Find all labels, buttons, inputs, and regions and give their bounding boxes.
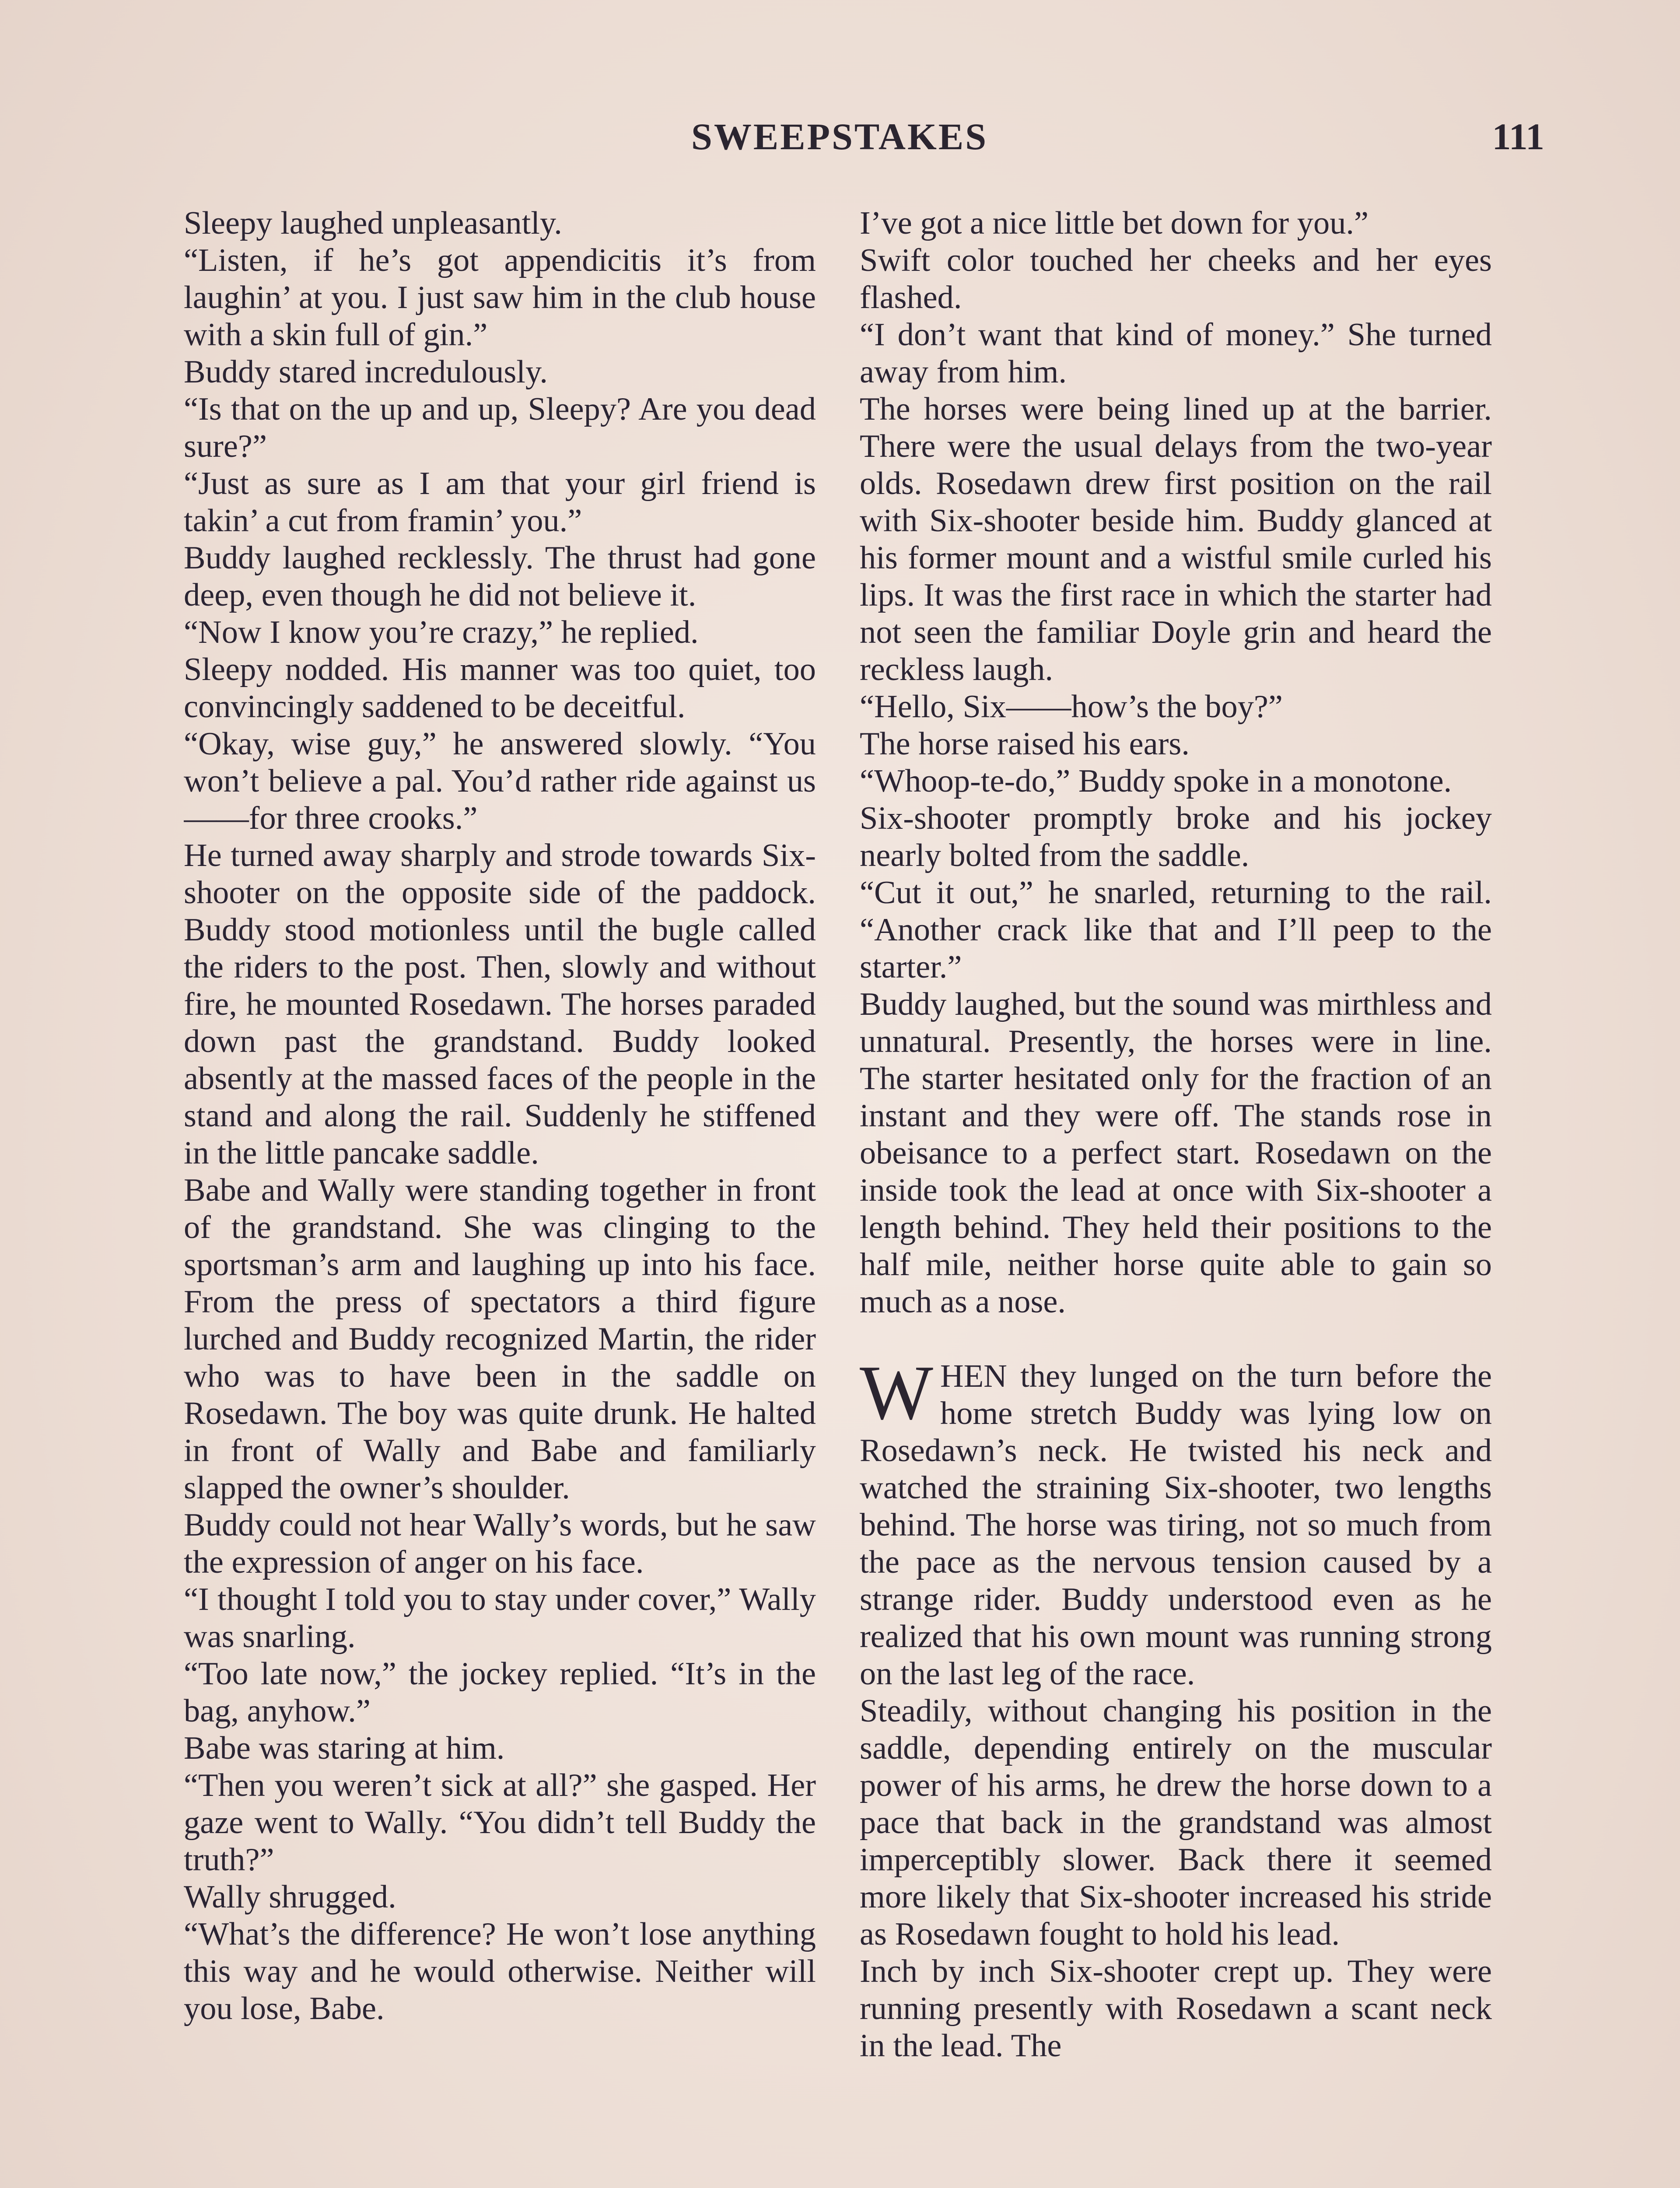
- paragraph: Swift color touched her cheeks and her eyes flashed.: [860, 242, 1492, 316]
- page-header: [184, 115, 1544, 163]
- paragraph: Buddy laughed, but the sound was mirthless and unnatural. Presently, the horses were in line. The starter hesitated only for the fraction of an instant and they were off. The stands rose in obeisance to a perfect start. Rosedawn on the inside took the lead at once with Six-shooter a length behind. They held their positions to the half mile, neither horse quite able to gain so much as a nose.: [860, 986, 1492, 1320]
- paragraph: “Hello, Six——how’s the boy?”: [860, 689, 1283, 725]
- page-number: 111: [1492, 116, 1544, 158]
- paragraph: Babe and Wally were standing together in front of the grandstand. She was clinging to the sportsman’s arm and laughing up into his face. From the press of spectators a third figure lurched and Buddy recognized Martin, the rider who was to have been in the saddle on Rosedawn. The boy was quite drunk. He halted in front of Wally and Babe and familiarly slapped the owner’s shoulder.: [184, 1172, 816, 1506]
- paragraph: Buddy laughed recklessly. The thrust had gone deep, even though he did not believe it.: [184, 540, 816, 613]
- paragraph: “Listen, if he’s got appendicitis it’s from laughin’ at you. I just saw him in the club house with a skin full of gin.”: [184, 242, 816, 353]
- opening-text: HEN they lunged on the turn before the home stretch Buddy was lying low on Rosedawn’s neck. He twisted his neck and watched the straining Six-shooter, two lengths behind. The horse was tiring, not so much from the pace as the nervous tension caused by a strange rider. Buddy understood even as he realized that his own mount was running strong on the last leg of the race.: [860, 1358, 1492, 1692]
- paragraph: “Now I know you’re crazy,” he replied.: [184, 614, 699, 650]
- paragraph: Six-shooter promptly broke and his jockey nearly bolted from the saddle.: [860, 800, 1492, 873]
- paragraph: I’ve got a nice little bet down for you.”: [860, 205, 1369, 241]
- paragraph: Wally shrugged.: [184, 1879, 396, 1915]
- paragraph: Sleepy laughed unpleasantly.: [184, 205, 562, 241]
- paragraph: Sleepy nodded. His manner was too quiet, too convincingly saddened to be deceitful.: [184, 652, 816, 725]
- section-break: [860, 1321, 1492, 1358]
- paragraph: “Then you weren’t sick at all?” she gasped. Her gaze went to Wally. “You didn’t tell Buddy the truth?”: [184, 1767, 816, 1878]
- left-column: [184, 205, 816, 2188]
- right-column: [860, 205, 1492, 2188]
- paragraph: Babe was staring at him.: [184, 1730, 505, 1766]
- paragraph: “Okay, wise guy,” he answered slowly. “You won’t believe a pal. You’d rather ride against us——for three crooks.”: [184, 726, 816, 836]
- paragraph: “Cut it out,” he snarled, returning to the rail. “Another crack like that and I’ll peep to the starter.”: [860, 875, 1492, 985]
- paragraph: “Is that on the up and up, Sleepy? Are you dead sure?”: [184, 391, 816, 464]
- section-opening-paragraph: [860, 1349, 1492, 1693]
- paragraph: The horses were being lined up at the barrier. There were the usual delays from the two-year olds. Rosedawn drew first position on the rail with Six-shooter beside him. Buddy glanced at his former mount and a wistful smile curled his lips. It was the first race in which the starter had not seen the familiar Doyle grin and heard the reckless laugh.: [860, 391, 1492, 687]
- paragraph: The horse raised his ears.: [860, 726, 1190, 762]
- running-title: SWEEPSTAKES: [691, 116, 988, 158]
- paragraph: He turned away sharply and strode towards Six-shooter on the opposite side of the paddock. Buddy stood motionless until the bugle called the riders to the post. Then, slowly and without fire, he mounted Rosedawn. The horses paraded down past the grandstand. Buddy looked absently at the massed faces of the people in the stand and along the rail. Suddenly he stiffened in the little pancake saddle.: [184, 838, 816, 1171]
- paragraph: Buddy could not hear Wally’s words, but he saw the expression of anger on his face.: [184, 1507, 816, 1580]
- paragraph: “I thought I told you to stay under cover,” Wally was snarling.: [184, 1581, 816, 1655]
- paragraph: “What’s the difference? He won’t lose anything this way and he would otherwise. Neither will you lose, Babe.: [184, 1916, 816, 2027]
- paragraph: “Whoop-te-do,” Buddy spoke in a monotone.: [860, 763, 1452, 799]
- drop-cap: W: [860, 1349, 934, 1436]
- paragraph: “I don’t want that kind of money.” She turned away from him.: [860, 317, 1492, 390]
- paragraph: Buddy stared incredulously.: [184, 354, 548, 390]
- paragraph: “Too late now,” the jockey replied. “It’s in the bag, anyhow.”: [184, 1656, 816, 1729]
- paragraph: “Just as sure as I am that your girl friend is takin’ a cut from framin’ you.”: [184, 466, 816, 539]
- paragraph: Inch by inch Six-shooter crept up. They were running presently with Rosedawn a scant neck in the lead. The: [860, 1953, 1492, 2064]
- paragraph: Steadily, without changing his position in the saddle, depending entirely on the muscular power of his arms, he drew the horse down to a pace that back in the grandstand was almost imperceptibly slower. Back there it seemed more likely that Six-shooter increased his stride as Rosedawn fought to hold his lead.: [860, 1693, 1492, 1952]
